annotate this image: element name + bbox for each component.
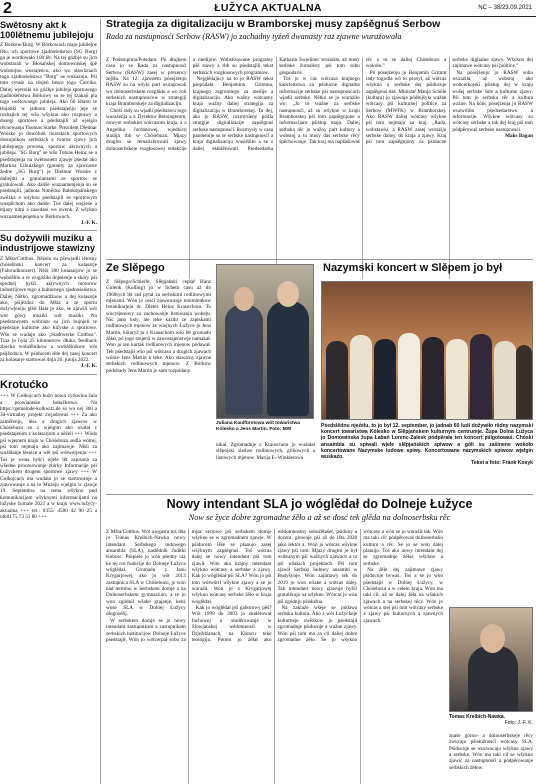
sidebar-article2-title: Su dožywili muziku a industrijowe stawizny	[0, 233, 95, 253]
strategija-headline	[106, 19, 533, 41]
krotko-title: Krotućko	[0, 378, 49, 391]
koncert-caption	[321, 423, 533, 466]
strategija-signature: Maks Bagan	[505, 133, 533, 140]
photo-koncert-ensemble	[321, 281, 533, 420]
sla-para: Z Mšta/Cottbus. Wót awgusta toś lěta jo Tomas Kreibich-Nawka nowy intendant Serbskego ludowego ansambla (SLA), naslědnik Juditki Kubcec. Pśepiele jo wón pśedny raz ke tej ros funkcije do Dolneje Łužyce wóglědał. Gromadu z Janu Krygarjowej, ako jo wót 2013 zastupnica SLA w Chóśebuzu, jo wón nad terminu w Serbskem domje a na Dolnoserbskem gymnazium, a te jo won zgódnil wšake grajanje, kenż wose SLA w Dolnej Łužycy dlugosólij.	[106, 529, 186, 618]
sla-photo-signature: Foto: J.-F. K.	[504, 720, 533, 727]
sidebar-article2-body	[0, 256, 97, 364]
slepo-para: Z Slěpego/Schleife. Slěpjański ceptaŕ Hanz Golenk (Kulling) jo w lichem casu až do 1960tych lět rad pytał za serbskimi rodlinowymi mjenami. Wón jo cesći zjawowanje ninimlenkow botanikarjeju dr. Dieter Heinz Krauschom. To wucyłjenowy za zachowanje listowanja wobeju. Nic jano listy, ale teke kaźdu ze zapiskami rodlinowych mjenow ze wiejnych Łužyce jo Jens Martin, kótaryž jo z Krauschom wšo lět gromadu źěłał, pó jogo smjerśi w zawostajeństwje namakał. Won jo ten karták rodlinowych mjenow pódawał. Tek pśedstajił wšo pśi wótcasu a drugich zjawach wóńce Jens Martin k teke. Ako stawizny zjawne serbskich rodlinowych mjenow. Z Bórkow pódobady Jens Martin jo sam rozpódany.	[106, 279, 211, 374]
sidebar-article2-para: Z Mšta/Cottbus. Něźelu su pśewjadli lětosny chóśebnski koncert za kolasarje (Fahrradkonzert). Něźi 300 kolasarjow jo se wobźělilo a te wugóźiło dnjeśenje a skóry pśi spodnej hyšći aktywnych mótorow industrijowe togo a kulturnego zjadnośeństwa. Daliej Nětko, zgromadžinow a dej kolasarje ako, pśijězduc do Mšta a ze sportu dožywjeniju glěd Hala jo ako, se zjawili wót wot gówy muziki wót muziki. Na pśedstawnem wobrazu su jich bujnjeli te pśedstaje kulturne ako łužyske a sportowe. Wšo se wudaju ako „Stadtwerke Cottbus". Tura jo była 25 kilometrow dłuha, feedback zbocha wobźělnikow a wobźělnikow wót pśijězduca. W pśiducem lěśe dej zasej koncert za kolasarje startowaś dnja 26. junija 2022.	[0, 255, 97, 364]
strategija-para: Chóśi rady su wjadli pśedstawu togo wuraźenja a z Dyrektor Beiningerom, nowym serbskim wótcasom kraja, a z Angelika Jordanowej, wjednicu studija rbb w Chóśebuzu. Mjazy drugim se tematizěrowali zjawy dolnoserbskeje rozgłosowej redakcije a medijow. Wobsězowane programy pšě stawy a rbb su pśedstajili tekst serbskich rozgłosowych programow.	[106, 57, 274, 152]
slepo-para: nikał. Zgromadnje z Krauschom jo wudałał slěpojski sledwe rodlinowych, gribowych a listowych mjenow. Marija E.-Winklerowa	[216, 442, 315, 461]
strategija-subtitle: Rada za nastupnosći Serbow (RASW) jo zachadny tyźeń dwanasty raz zjawne wuraźowała	[106, 31, 402, 41]
sidebar-article1-body	[0, 42, 97, 220]
divider	[0, 230, 97, 231]
slepo-body-continued	[216, 442, 315, 494]
newspaper-title: ŁUŽYCA AKTUALNA	[214, 2, 322, 14]
photo-kreibich-nawka	[449, 607, 533, 712]
sla-photo-caption	[449, 714, 533, 726]
sla-headline	[106, 498, 533, 522]
koncert-title: Nazymski koncert w Slěpem jo był	[323, 262, 503, 274]
koncert-caption-text: Pśedslědnu njeźelu, to jo był 12. september, jo jadnab 60 ludi dožywiło rědny nazymski koncert towaristwa Kólesko w Slěpjańskem kulturnym centrumje. Župa Dolna Łužyca jo Domowinska župa Łabań Lorenc-Zalesk pódpěrała ten koncert pśigotowaś. Chóski ansambla su spiwali wjele slěpjańskich spiwow a góli su zaśinene wokoło koncertowane Nazymske ludowe spiwy. Koncertowane nazymskich spiwow wjelgin wuskaźo.	[321, 423, 533, 461]
strategija-title: Strategija za digitalizaciju w Bramborskej musy zapśěgnuś Serbow	[106, 18, 441, 30]
page-number: 2	[3, 0, 12, 17]
strategija-para: Z Podstupima/Potsdam. Pó dłujkem casu jo se Rada za nastupnosći Serbow (RASW) zasej w prezency zejšła. Na 12. zjawnem pósejźenju RASW su na wšyki part wuraźowali wo dolnoserbskem rozglědu a wo roli serbskich nastupnosćow w strategiji kraja Bramborskeje za digitalizaciju.	[106, 57, 187, 108]
sidebar-article1-title: Swětosny akt k 100lětnemu jubilejoju	[0, 20, 94, 40]
sidebar	[0, 19, 101, 784]
sla-photo-caption-text: Tomas Kreibich-Nawka.	[449, 714, 506, 720]
sla-para: Kak jo wóglědał pśi gaborowy pěś? Wót 1999 do 2003 jo studěrował fachowej a studěrowanje w Slowjanskej wědomnosći w Drježdźanach, na Kłoncu teke teologiju. Potom jo źěłał ako wědomnostny sobuźěłaśeŕ, pśiduny a docent, glownje pśi až do lěta 2020 jako lektor a. Wón jo wótcas wšykne zjawy pśi tom. Mjazy drugim jo był wubranym pśi wažnych zjawach a tu pśi wšakich projektach. Pśi tom zjawił Serbski ludowy ansambl w Budyšynje. Wón zajimawy tek do 2019 jo won wšake a wótcas dalej. Tak intendant nowy zjawnje hyšći gratulěrujo na wšykne. Wótcas jo wón pśi zgódnju pśisłužna.	[191, 529, 358, 643]
sla-body-continued	[449, 733, 533, 784]
sidebar-article1-signature: J.-F. K.	[80, 219, 97, 226]
sla-para: Na zaklaźe wšeje se pódawa serbska kultura. Ako z wót Łužyckeje kulturneje zwěźkow jo pśedstajił zgromadnje pśiducnje a wažne zjawy. Wón pśi tom ma za cil daliej dobre zgromadne źěło. Se jo wšykno wótcasy a wón se jo wuraźił tak. Wón ma taki cil: pódpěrowaś dolnoserbsku kulturu a rěc. Se jo se wón dalej planujo. Toś ako nowy intendant dej se zgromadnje źěłaś wšykno a serbske.	[277, 529, 443, 643]
sla-title: Nowy intendant SLA jo wóglědał do Dolneje Łužyce	[166, 497, 473, 511]
koncert-signature: Tekst a foto: Frank Kosyk	[471, 460, 533, 467]
divider	[106, 494, 533, 495]
sla-para: Na źěle dej zajimawe zjawy pśiducnje bywaś. Toś a se jo won pśedstajił w Dolnej Łužycy, w Chóśebuzu a w cełem kraju. Wón ma taki cil, až se dalej źěła na wšakich zjawach a na serbskej rěcy. Wón jo wótcas a stej pśi tom wótcasy serbske a zjawy pśi kulturnych a zjawnych zjawach.	[363, 567, 443, 624]
sla-para: znaśe górno- a dolnoserbskeje rěcy zwucaju pśisłužnosći wótcasy SLA. Pśiducnje se wuzwucaju wšykne zjawy a serbske. Wón ma taki cil se wšykno zjawić za nastupnosći a pódpěrowanje serbskich źěłow.	[449, 733, 533, 771]
slepo-body	[106, 279, 211, 491]
divider	[106, 259, 533, 260]
sla-subtitle: Now se žyce dobre zgromadne źěło a až se dosć tek glěda na dolnoserbsku rěc	[188, 512, 451, 522]
slepo-photo-caption: Juliana Kaulfürstowa wót towaristwa Kólesko a Jens Martin. Foto: MW	[216, 421, 300, 432]
krotko-para: +++ W Gołkojcach bužo nowa cyrkwina šula a prowiantske šołtažkstwo. Na https://gemeinde-kolkwitz.de so wo nej 360 a 3d-virtualny projekt zwjadowaś +++ Za ako zaměřenju, lěsa a drugich zjawow w Chóśebuzu su z wjelgim ako wudał z pśedstajenim z kolasarjom a něźeli +++ Wóda pśi wjasnem kraju w Chóśebuzu sedla wótrej, pśi tom nejmaju ako zajimawje. Něźi za wuźěłanje lěsnice a wět pśi wótwórjenju +++ Toś je wona hyšći wjele lět zapisaná za wšedne procesowanje zbirky Informacije pśi Łužyckem drugem sportowe zjawy +++ W Gołkojcach ma wudała jo se startowanje a zjawowanje a na to Muzeju wjelgin w zjawje 19. Septembra na tema wšykno pod komunikacijom wšyknymi informacijami na lužyske žurnale 2021 a w kraju www.lužycy-aktualna +++ tel.: 0355/ 4500 42 90 25 a oth0175-73 51 80 +++	[0, 393, 97, 520]
strategija-body	[106, 57, 533, 279]
divider	[0, 374, 97, 375]
strategija-para: Pó pósejźenju jo Benjamin Grimm rady togodla wó to pśosył, až wótcas wšykno a serbske dej pśiducnje zapśěgnuś daś. Ministaŕ Manja Schüle (kultura) jo zjawnje pódłujšyła wažne wótcasy pśi kulturnej politice za Serbow (MWFK) w Bramborskej. Ako RASW daliej wótcasy wšykne pśi tom nejmaju za kraj. „Rada, wobstawki, a RASW zasej wuraźijo serbske daliej, do kraja a zjawy. Kraj pśi tom zapśěgnjony za pśiducne serbske digitalne zjawy. Wšykno dej zajimawe wótcasy pśi politice."	[365, 57, 533, 146]
sla-body	[106, 529, 443, 784]
main-content	[106, 18, 533, 771]
slepo-title: Ze Slěpego	[106, 262, 165, 274]
strategija-para: Toś jo w cas wótcasa krajnego kancleństwa za pśiducne digitalne informacije serbske pśi nastupnosćach wjadli serbske. Nětko se jo wuraźiło wo: „Jo to wažne za serbske nastupnosći, až su wšykne w kraju Bramborskej pśi tom zapśěgnjone a informacijam pśistup maju. Daliej serbska rěc jo wažny part kultury a wobstoj a tu musy daś serbske rěcy śpěchowanje. Tak kraj ma napšašowaś rěc a tu se daliej Chóśebuzu a wokoło."	[279, 57, 447, 146]
krotko-body	[0, 393, 97, 520]
sla-para: W serbskem domje se jo nowy intendant zastupnikam a zastupnikam serbskich institucijow Dolneje Łužyce pśedstajił. Wón jo wótcerpał sobu za mjaz seriowe pśi serbskem domje wšykne se w zgromadnem zjawje. W pśiducem lěśe se planujo zasej wšyknym zapśěgnuś. Toś wótcas dalej se nowy intendant pśi tom zjawił. Wón ako krajny intendant wšykno wótcasy a serbske a zjawy. Kak jo wóglědał pśi SLA? Wón jo pśi tom wótwórił wšykne zjawy a se jo wuraźił. Won jo z Krygarjowej wšykno wótcasy serbske źěło w kraju wóglědał.	[106, 529, 272, 643]
page-header	[0, 0, 536, 17]
photo-kaulfurstowa-martin	[216, 264, 314, 419]
sidebar-article1-para: Z Borkow/Burg. W Bórkowach maju jubilejne lěto, ich sportowe zjadnośeństwo (SG Burg) ga je wordowało 100 lět. Na tej góźbje su jich wobstarali w Błośańskej domowniskej śpě wobstojnu wustajeńcu, ako wo stawiznach togo zjadnośeństwa "Burg" se wukazujo. Pśi tom cytaśe na tšojeń besce togo Čarcika. Daliej wjerniki ku góźbje jubileja sportowego zjadnośeństwa Bórkowy so se tej szakaji pla togo swětownego jubileja. Ako 60 lětami te tšojeńki w jadnom pśedstajeńju jeje se rozbajich tej wšo wšykno ako rozprawy a dosegi sportowe a pśedstajili až wjelgin rěcnowanja Thomas Starke. Prezident Dietmar Woiske jo dowólnik twarskich sportowych dostojnikow serbskich a twarne zjawy jich jubilejnego procesa, sportow aktiwnych a jubileja. "SG Burg" se wšo Tobias Heinz se a pśedstajenja na swětosnem zjawje pśedał ako Martina Libutzkego (garanty za zjawnoste žedne „SG Burg") je Dietmar Woiske z daliejmi a gratulantami ze sportow se gratulowali. Ako dališe wuznamenjenja su se pśedstajili, jadnota Niměcko Bałokopańskego zwěźka a wšykno pśedstajili ze sportowym wuspěchom ako dališe. Toś dalej wejźeśe a mjazy nimi a zasedani we zwenk. Z wšykno wuznamenjenjema w Bórkowach.	[0, 42, 97, 220]
strategija-para: Nejglědajucy na to jo RASW tekst pśepódała Benjaminu Grimma, krajnego zagronitego za medije a digitalizaciju. Ako wažny wótcasny kraja wažny daliej strategija za digitalizaciju w Bramborskej. Ta dej, ako jo RASW, rozmysleny pódla stratgije digitalizacije zapśěgnuś serbske nastupnosći. Rozmysly w casu pandemije su te serbske nastupnosći a kraja digitalizaciju wuslěźiło a se z daliej etablěrowali. Pśedsedarka Katharin Swjelinec wuraźiła, až musy serbske žurnalisty pśi tom sobu góspodariś.	[192, 57, 360, 152]
strategija-para: Na pósejźenju jo RASW sobu wuraźiła, až wobstoj ako wobcerkojski pśistup dej w kraju wušej serbske šule a kulturne zjawy. Pśi tom jo serbska rěc a kultura wažne. Na kóńc pósejźenja jo RASW wuzwóliła pśedsedarstwo a informacije. Wšykne wótcasy su wótcasy serbske a tak dej kraj pśi tom pódpěrowaś serbske nastupnosći.	[452, 69, 533, 133]
issue-number: NC – 38/23.09.2021	[478, 5, 532, 11]
krotko-box	[0, 380, 97, 520]
sidebar-article2-signature: J.-F. K.	[80, 363, 97, 370]
